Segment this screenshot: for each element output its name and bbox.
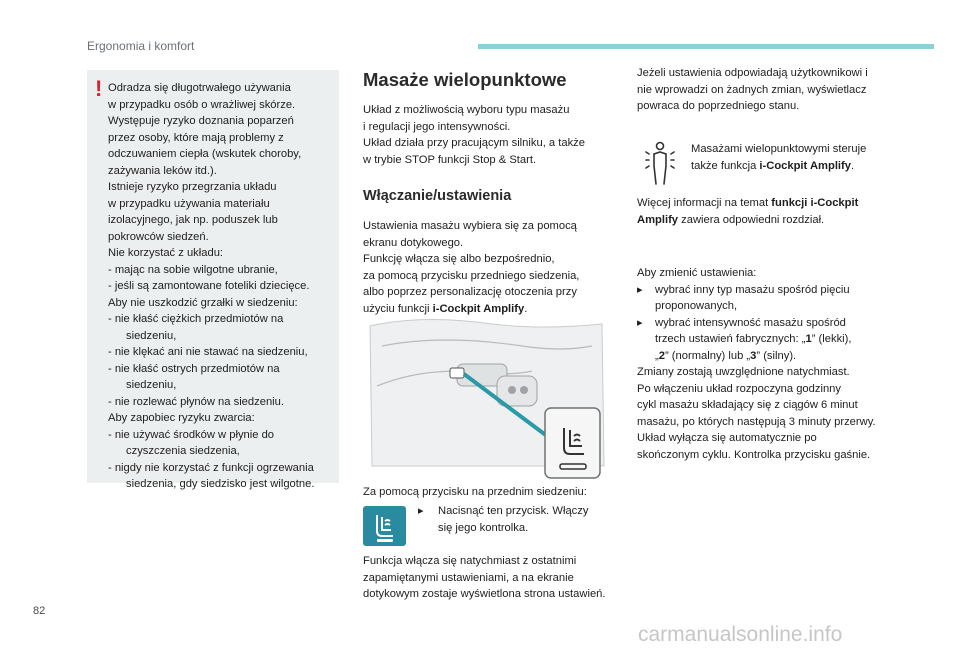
warning-line: Istnieje ryzyko przegrzania układu [108, 181, 277, 193]
amplify-icon [640, 138, 680, 186]
warning-line: - nie rozlewać płynów na siedzeniu. [108, 395, 284, 408]
warning-line: w przypadku używania materiału [108, 197, 270, 210]
massage-button-icon [363, 506, 406, 546]
settings-paragraph: Ustawienia masażu wybiera się za pomocą ekranu dotykowego. Funkcję włącza się albo bezpośrednio, za pomocą przycisku przedniego siedzenia, albo poprzez personalizację otoczenia przy użyciu funkcji i-Cockpit Amplify. [363, 220, 580, 315]
amplify-note: Masażami wielopunktowymi steruje także funkcja i-Cockpit Amplify. [691, 143, 867, 172]
warning-line: zażywania leków itd.). [108, 164, 217, 177]
warning-line: Aby zapobiec ryzyku zwarcia: [108, 412, 255, 424]
warning-line: - nie kłaść ciężkich przedmiotów na [108, 313, 284, 325]
warning-line: - mając na sobie wilgotne ubranie, [108, 263, 278, 276]
more-info-paragraph: Więcej informacji na temat funkcji i-Cockpit Amplify zawiera odpowiedni rozdział. [637, 197, 859, 226]
warning-line: - nie kłaść ostrych przedmiotów na [108, 362, 280, 375]
warning-line: Nie korzystać z układu: [108, 247, 224, 259]
subheading: Włączanie/ustawienia [363, 188, 512, 204]
change-settings-section: Aby zmienić ustawienia: ▸ wybrać inny typ masażu spośród pięciu proponowanych, ▸ wybrać intensywność masażu spośród trzech ustawień fabrycznych: „1” (lekki), „2” (normalny) lub „3” (silny). Zmiany zostają uwzględnione natychmiast. Po włączeniu układ rozpoczyna godzinny cykl masażu składający się z ciągów 6 minut masażu, po których następują 3 minuty przerwy. Układ wyłącza się automatycznie po skończonym cyklu. Kontrolka przycisku gaśnie. [637, 267, 876, 461]
warning-box [87, 70, 339, 490]
no-change-paragraph: Jeżeli ustawienia odpowiadają użytkownikowi i nie wprowadzi on żadnych zmian, wyświetlacz powraca do poprzedniego stanu. [637, 67, 868, 112]
page-heading: Masaże wielopunktowe [363, 69, 567, 90]
warning-line: - nie klękać ani nie stawać na siedzeniu, [108, 346, 308, 358]
warning-line: w przypadku osób o wrażliwej skórze. [108, 98, 296, 111]
warning-line: odczuwaniem ciepła (wskutek choroby, [108, 148, 302, 160]
watermark: carmanualsonline.info [638, 623, 843, 646]
button-step: ▸ Nacisnąć ten przycisk. Włączy się jego kontrolka. [418, 505, 589, 534]
warning-line: Odradza się długotrwałego używania [108, 82, 291, 94]
intro-paragraph: Układ z możliwością wyboru typu masażu i regulacji jego intensywności. Układ działa przy pracującym silniku, a także w trybie STOP funkcji Stop & Start. [363, 104, 585, 166]
warning-line: - nigdy nie korzystać z funkcji ogrzewania [108, 461, 314, 474]
warning-line: siedzeniu, [126, 379, 177, 391]
warning-line: siedzenia, gdy siedzisko jest wilgotne. [126, 478, 315, 490]
seat-illustration [362, 316, 607, 482]
warning-line: Aby nie uszkodzić grzałki w siedzeniu: [108, 296, 298, 309]
button-intro: Za pomocą przycisku na przednim siedzeniu: [363, 486, 587, 498]
activation-paragraph: Funkcja włącza się natychmiast z ostatnimi zapamiętanymi ustawieniami, a na ekranie dotykowym zostaje wyświetlona strona ustawień. [363, 555, 606, 600]
warning-icon: ! [95, 76, 103, 101]
section-title: Ergonomia i komfort [87, 39, 195, 53]
warning-line: siedzeniu, [126, 329, 177, 342]
right-column [637, 65, 937, 115]
page-number: 82 [33, 605, 46, 617]
seat-button-enlarged [545, 408, 600, 478]
warning-line: izolacyjnego, jak np. poduszek lub [108, 214, 278, 226]
warning-line: przez osoby, które mają problemy z [108, 131, 284, 144]
warning-line: pokrowców siedzeń. [108, 230, 209, 243]
warning-line: - nie używać środków w płynie do [108, 428, 275, 441]
header-accent-bar [478, 44, 934, 49]
warning-line: czyszczenia siedzenia, [126, 445, 240, 457]
massage-column [363, 65, 613, 317]
warning-line: - jeśli są zamontowane foteliki dziecięce. [108, 280, 310, 292]
warning-line: Występuje ryzyko doznania poparzeń [108, 115, 294, 127]
